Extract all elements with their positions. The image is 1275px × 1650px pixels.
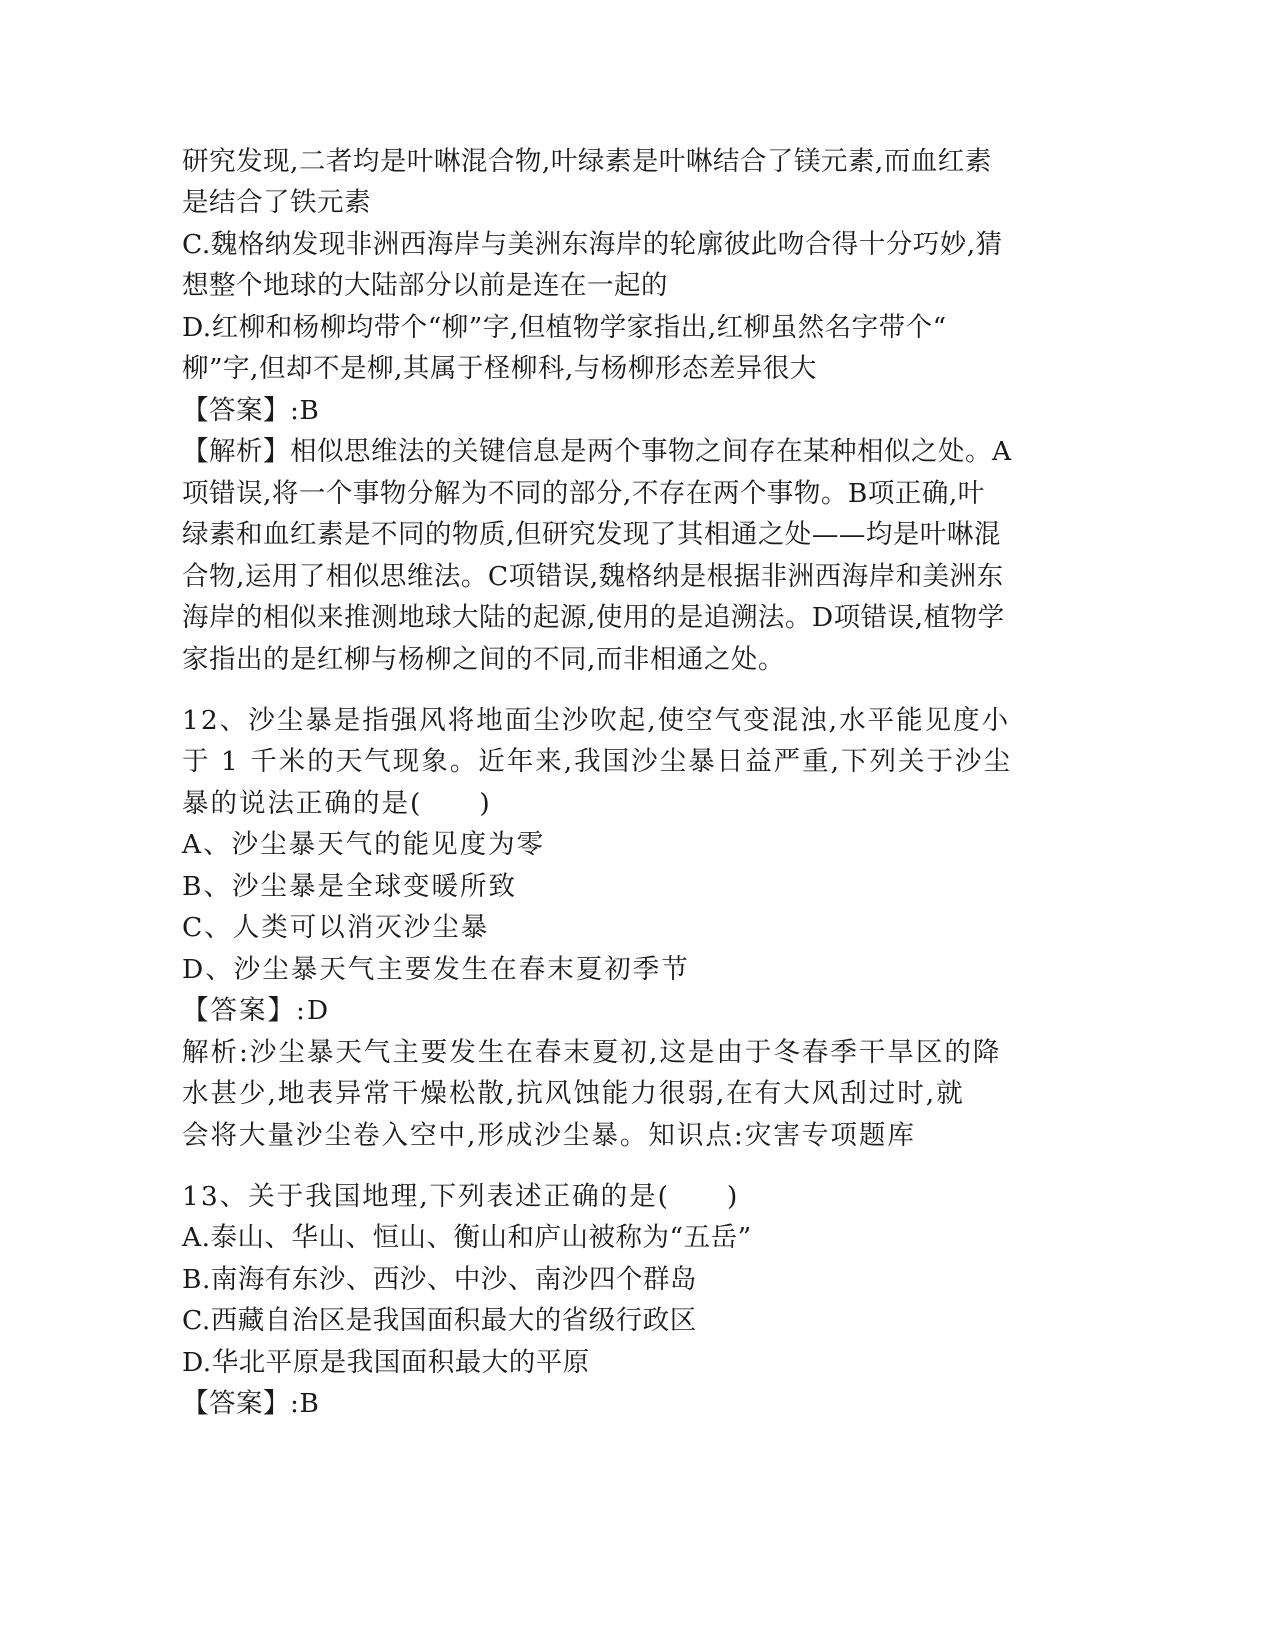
q12-analysis: 解析:沙尘暴天气主要发生在春末夏初,这是由于冬春季干旱区的降 <box>182 1037 1002 1068</box>
q12-option-a: A、沙尘暴天气的能见度为零 <box>182 829 546 860</box>
q11-analysis: 海岸的相似来推测地球大陆的起源,使用的是追溯法。D项错误,植物学 <box>182 602 1005 633</box>
q12-option-b: B、沙尘暴是全球变暖所致 <box>182 871 517 902</box>
q11-option-b-text: 是结合了铁元素 <box>182 187 371 218</box>
q11-analysis: 绿素和血红素是不同的物质,但研究发现了其相通之处——均是叶啉混 <box>182 519 1001 550</box>
q11-analysis: 项错误,将一个事物分解为不同的部分,不存在两个事物。B项正确,叶 <box>182 478 985 509</box>
q12-answer: 【答案】:D <box>182 995 331 1026</box>
q12-stem: 12、沙尘暴是指强风将地面尘沙吹起,使空气变混浊,水平能见度小 <box>182 705 1011 736</box>
q12-analysis: 会将大量沙尘卷入空中,形成沙尘暴。知识点:灾害专项题库 <box>182 1120 916 1151</box>
q13-option-b: B.南海有东沙、西沙、中沙、南沙四个群岛 <box>182 1264 697 1295</box>
q13-option-a: A.泰山、华山、恒山、衡山和庐山被称为“五岳” <box>182 1222 752 1253</box>
q13-option-c: C.西藏自治区是我国面积最大的省级行政区 <box>182 1305 697 1336</box>
q13-answer: 【答案】:B <box>182 1388 320 1419</box>
q12-stem: 于 1 千米的天气现象。近年来,我国沙尘暴日益严重,下列关于沙尘 <box>182 746 1013 777</box>
q12-option-d: D、沙尘暴天气主要发生在春末夏初季节 <box>182 954 690 985</box>
q13-stem: 13、关于我国地理,下列表述正确的是( ) <box>182 1181 740 1212</box>
q12-stem: 暴的说法正确的是( ) <box>182 788 492 819</box>
q11-analysis: 家指出的是红柳与杨柳之间的不同,而非相通之处。 <box>182 644 785 675</box>
q12-option-c: C、人类可以消灭沙尘暴 <box>182 912 490 943</box>
q11-analysis: 合物,运用了相似思维法。C项错误,魏格纳是根据非洲西海岸和美洲东 <box>182 561 1004 592</box>
q11-option-b-text: 研究发现,二者均是叶啉混合物,叶绿素是叶啉结合了镁元素,而血红素 <box>182 146 992 177</box>
q11-option-d: D.红柳和杨柳均带个“柳”字,但植物学家指出,红柳虽然名字带个“ <box>182 312 947 343</box>
q11-option-c: 想整个地球的大陆部分以前是连在一起的 <box>182 270 668 301</box>
q13-option-d: D.华北平原是我国面积最大的平原 <box>182 1347 590 1378</box>
q11-answer: 【答案】:B <box>182 395 320 426</box>
q11-analysis: 【解析】相似思维法的关键信息是两个事物之间存在某种相似之处。A <box>182 436 1012 467</box>
q11-option-c: C.魏格纳发现非洲西海岸与美洲东海岸的轮廓彼此吻合得十分巧妙,猜 <box>182 229 1003 260</box>
q11-option-d: 柳”字,但却不是柳,其属于柽柳科,与杨柳形态差异很大 <box>182 353 817 384</box>
q12-analysis: 水甚少,地表异常干燥松散,抗风蚀能力很弱,在有大风刮过时,就 <box>182 1078 965 1109</box>
